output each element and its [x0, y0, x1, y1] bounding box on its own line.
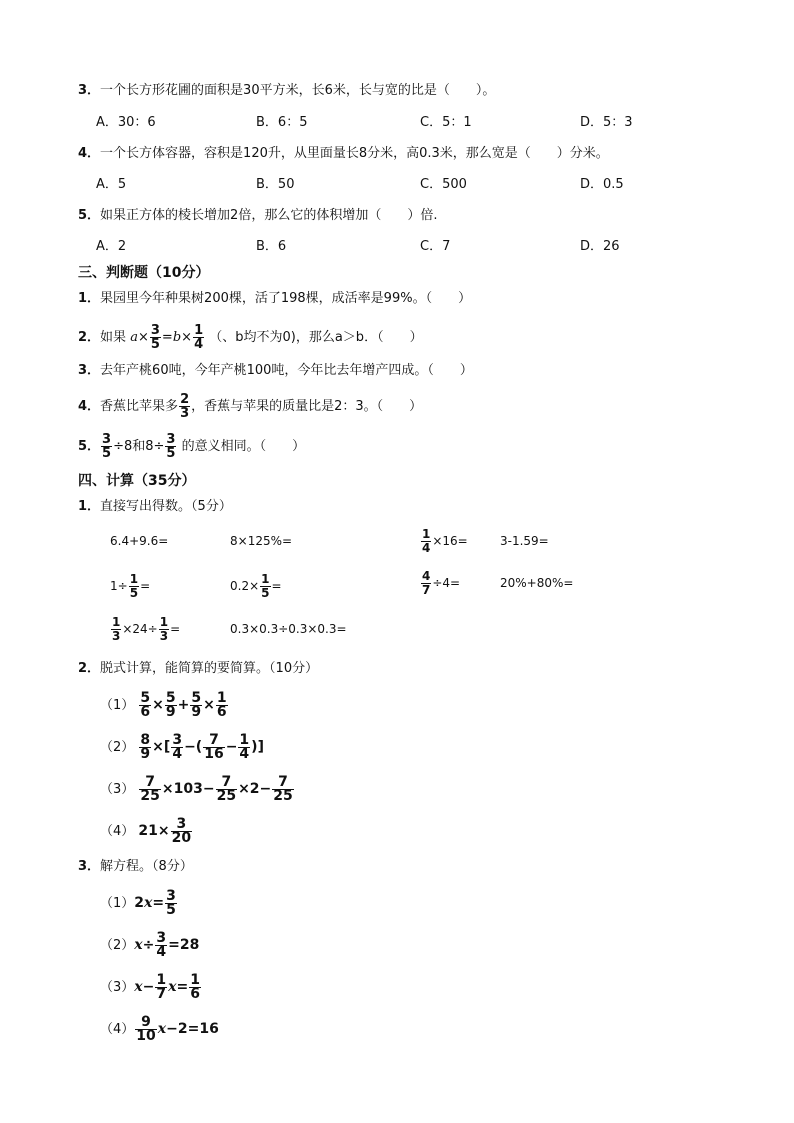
operator: ×2− — [238, 781, 272, 797]
fraction — [139, 773, 160, 804]
fraction — [421, 570, 431, 597]
fraction — [260, 573, 270, 600]
option-d: D．0.5 — [580, 177, 624, 192]
operator: + — [177, 697, 190, 713]
question-text: 一个长方体容器，容积是120升，从里面量长8分米，高0.3米，那么宽是（ ）分米。 — [100, 146, 609, 161]
calc-3-item-2 — [100, 930, 199, 961]
calc-3-item-3 — [100, 972, 202, 1003]
numerator: 1 — [239, 731, 250, 748]
operator: −( — [184, 739, 203, 755]
text: 1÷ — [110, 579, 128, 593]
calc-2-item-4 — [100, 816, 193, 847]
text: = — [271, 579, 282, 593]
question-number: 1． — [78, 499, 101, 514]
fraction — [101, 433, 112, 460]
fraction — [216, 773, 237, 804]
expression — [138, 689, 228, 720]
numerator: 8 — [140, 731, 151, 748]
operator: − — [225, 739, 238, 755]
question-number: 1． — [78, 291, 101, 306]
numerator: 3 — [166, 887, 176, 904]
text: 香蕉比苹果多 — [100, 399, 179, 414]
option-b: B．50 — [256, 177, 295, 192]
denominator: 6 — [216, 703, 227, 720]
denominator: 9 — [191, 703, 202, 720]
fraction — [189, 971, 201, 1002]
fraction — [129, 573, 139, 600]
text: ÷4= — [432, 576, 461, 590]
denominator: 3 — [159, 629, 169, 643]
question-number: 3． — [78, 363, 101, 378]
fraction — [139, 689, 151, 720]
numerator: 3 — [176, 815, 187, 832]
denominator: 9 — [165, 703, 176, 720]
denominator: 4 — [239, 745, 250, 762]
denominator: 4 — [172, 745, 183, 762]
calc-1 — [78, 498, 232, 516]
equation — [134, 971, 202, 1002]
fraction — [165, 689, 177, 720]
denominator: 9 — [140, 745, 151, 762]
denominator: 4 — [156, 943, 167, 960]
equation — [134, 929, 200, 960]
question-number: 3． — [78, 859, 101, 874]
question-number: 4． — [78, 399, 101, 414]
fraction — [421, 528, 431, 555]
text: 如果 — [100, 330, 127, 345]
section-title-judgement: 三、判断题（10分） — [78, 265, 210, 281]
numerator: 1 — [261, 572, 270, 586]
fraction — [190, 689, 202, 720]
numerator: 1 — [129, 572, 139, 586]
equation — [134, 887, 178, 918]
fraction — [165, 433, 176, 460]
var-a: a — [130, 330, 138, 345]
judgement-4 — [78, 393, 422, 421]
numerator: 2 — [180, 392, 190, 407]
denominator: 6 — [190, 985, 200, 1002]
operator: = — [176, 979, 189, 995]
numerator: 5 — [165, 689, 176, 706]
text: 的意义相同。（ ） — [181, 439, 306, 454]
var-x: x — [134, 979, 143, 995]
option-b: B．6 — [256, 239, 287, 254]
expr — [110, 615, 180, 643]
denominator: 3 — [112, 629, 121, 643]
text: ÷8和8÷ — [113, 439, 165, 454]
calc-2-item-2 — [100, 732, 264, 763]
question-number: 4． — [78, 146, 101, 161]
numerator: 3 — [166, 432, 176, 447]
item-label: （2） — [100, 740, 135, 755]
var-x: x — [168, 979, 177, 995]
question-number: 3． — [78, 83, 101, 98]
expression — [138, 815, 193, 846]
question-number: 2． — [78, 661, 101, 676]
expr: 3-1.59= — [500, 534, 549, 548]
calc-2-item-3 — [100, 774, 295, 805]
question-4 — [78, 145, 609, 163]
item-label: （1） — [100, 698, 135, 713]
denominator: 10 — [136, 1027, 156, 1044]
item-label: （2） — [100, 938, 135, 953]
judgement-1 — [78, 290, 471, 308]
calc-3-item-1 — [100, 888, 178, 919]
operator: × — [152, 697, 164, 713]
judgement-3 — [78, 362, 473, 380]
denominator: 25 — [140, 787, 160, 804]
fraction — [135, 1013, 156, 1044]
numerator: 7 — [209, 731, 219, 748]
text: = — [170, 622, 181, 636]
option-c: C．500 — [420, 177, 467, 192]
question-number: 2． — [78, 330, 101, 345]
option-c: C．5：1 — [420, 115, 472, 130]
denominator: 25 — [216, 787, 237, 804]
denominator: 7 — [422, 583, 431, 597]
denominator: 4 — [422, 541, 431, 555]
operator: )] — [251, 739, 264, 755]
text: 2 — [134, 895, 145, 911]
expr: 6.4+9.6= — [110, 534, 169, 548]
question-text: 脱式计算，能简算的要简算。（10分） — [100, 661, 319, 676]
fraction — [150, 324, 161, 351]
numerator: 1 — [422, 527, 431, 541]
calc-2 — [78, 660, 318, 678]
item-label: （1） — [100, 896, 135, 911]
equation — [134, 1013, 219, 1044]
denominator: 7 — [156, 985, 167, 1002]
question-text: 解方程。（8分） — [100, 859, 193, 874]
calc-3 — [78, 858, 193, 876]
text: 21× — [138, 823, 170, 839]
var-x: x — [134, 937, 143, 953]
operator: × — [137, 330, 149, 345]
numerator: 7 — [145, 773, 156, 790]
fraction — [179, 393, 190, 420]
operator: ×[ — [152, 739, 171, 755]
question-text: 如果正方体的棱长增加2倍，那么它的体积增加（ ）倍. — [100, 208, 438, 223]
operator: = — [161, 330, 173, 345]
option-b: B．6：5 — [256, 115, 308, 130]
text: = — [140, 579, 151, 593]
expr — [420, 527, 468, 555]
option-a: A．5 — [96, 177, 127, 192]
fraction — [111, 616, 121, 643]
option-d: D．26 — [580, 239, 620, 254]
numerator: 1 — [159, 615, 169, 629]
numerator: 1 — [190, 971, 200, 988]
numerator: 9 — [141, 1013, 151, 1030]
fraction — [193, 324, 204, 351]
var-b: b — [172, 330, 182, 345]
expr: 20%+80%= — [500, 576, 574, 590]
numerator: 7 — [278, 773, 288, 790]
numerator: 7 — [221, 773, 232, 790]
numerator: 5 — [191, 689, 202, 706]
question-text: 去年产桃60吨，今年产桃100吨，今年比去年增产四成。（ ） — [100, 363, 473, 378]
fraction — [165, 887, 177, 918]
denominator: 4 — [194, 337, 204, 352]
fraction — [203, 731, 224, 762]
fraction — [159, 616, 169, 643]
denominator: 6 — [140, 703, 151, 720]
denominator: 5 — [150, 337, 160, 352]
item-label: （4） — [100, 824, 135, 839]
fraction — [238, 731, 250, 762]
question-3 — [78, 82, 495, 100]
text: ×24÷ — [122, 622, 158, 636]
numerator: 3 — [172, 731, 183, 748]
numerator: 1 — [216, 689, 227, 706]
question-number: 5． — [78, 208, 101, 223]
question-text: 果园里今年种果树200棵，活了198棵，成活率是99%。（ ） — [100, 291, 472, 306]
item-label: （3） — [100, 980, 135, 995]
numerator: 3 — [156, 929, 167, 946]
var-x: x — [144, 895, 153, 911]
judgement-2 — [78, 324, 423, 352]
text: −2=16 — [166, 1021, 219, 1037]
expr — [110, 572, 150, 600]
section-title-calculation: 四、计算（35分） — [78, 473, 196, 489]
calc-3-item-4 — [100, 1014, 219, 1045]
fraction — [155, 971, 167, 1002]
option-a: A．2 — [96, 239, 127, 254]
text: ，香蕉与苹果的质量比是2：3。（ ） — [191, 399, 423, 414]
denominator: 5 — [102, 446, 112, 461]
operator: − — [142, 979, 155, 995]
operator: × — [181, 330, 193, 345]
denominator: 20 — [171, 829, 192, 846]
operator: × — [203, 697, 215, 713]
numerator: 1 — [194, 323, 204, 338]
numerator: 3 — [102, 432, 112, 447]
fraction — [139, 731, 151, 762]
question-5 — [78, 207, 437, 225]
fraction — [272, 773, 293, 804]
option-a: A．30：6 — [96, 115, 156, 130]
text: 0.2× — [230, 579, 260, 593]
numerator: 5 — [140, 689, 151, 706]
fraction — [216, 689, 228, 720]
var-x: x — [157, 1021, 167, 1037]
denominator: 5 — [261, 586, 270, 600]
judgement-5 — [78, 433, 305, 461]
text: =28 — [168, 937, 200, 953]
operator: = — [152, 895, 165, 911]
expr — [230, 572, 282, 600]
expr — [420, 569, 460, 597]
text: （、b均不为0)，那么a＞b．（ ） — [209, 330, 423, 345]
denominator: 16 — [204, 745, 224, 762]
calc-2-item-1 — [100, 690, 229, 721]
denominator: 25 — [273, 787, 293, 804]
question-number: 5． — [78, 439, 101, 454]
numerator: 1 — [112, 615, 121, 629]
operator: ×103− — [161, 781, 215, 797]
fraction — [171, 815, 192, 846]
question-text: 一个长方形花圃的面积是30平方米，长6米，长与宽的比是（ ）。 — [100, 83, 496, 98]
numerator: 3 — [150, 323, 160, 338]
question-text: 直接写出得数。（5分） — [100, 499, 232, 514]
option-d: D．5：3 — [580, 115, 633, 130]
expression — [138, 773, 294, 804]
option-c: C．7 — [420, 239, 451, 254]
text: ×16= — [432, 534, 468, 548]
denominator: 5 — [129, 586, 139, 600]
fraction — [155, 929, 167, 960]
numerator: 1 — [156, 971, 167, 988]
expr: 8×125%= — [230, 534, 293, 548]
numerator: 4 — [422, 569, 431, 583]
fraction — [171, 731, 183, 762]
expr: 0.3×0.3÷0.3×0.3= — [230, 622, 347, 636]
expression — [138, 731, 264, 762]
operator: ÷ — [142, 937, 155, 953]
denominator: 5 — [166, 901, 176, 918]
item-label: （3） — [100, 782, 135, 797]
denominator: 3 — [180, 406, 190, 421]
denominator: 5 — [166, 446, 176, 461]
item-label: （4） — [100, 1022, 135, 1037]
